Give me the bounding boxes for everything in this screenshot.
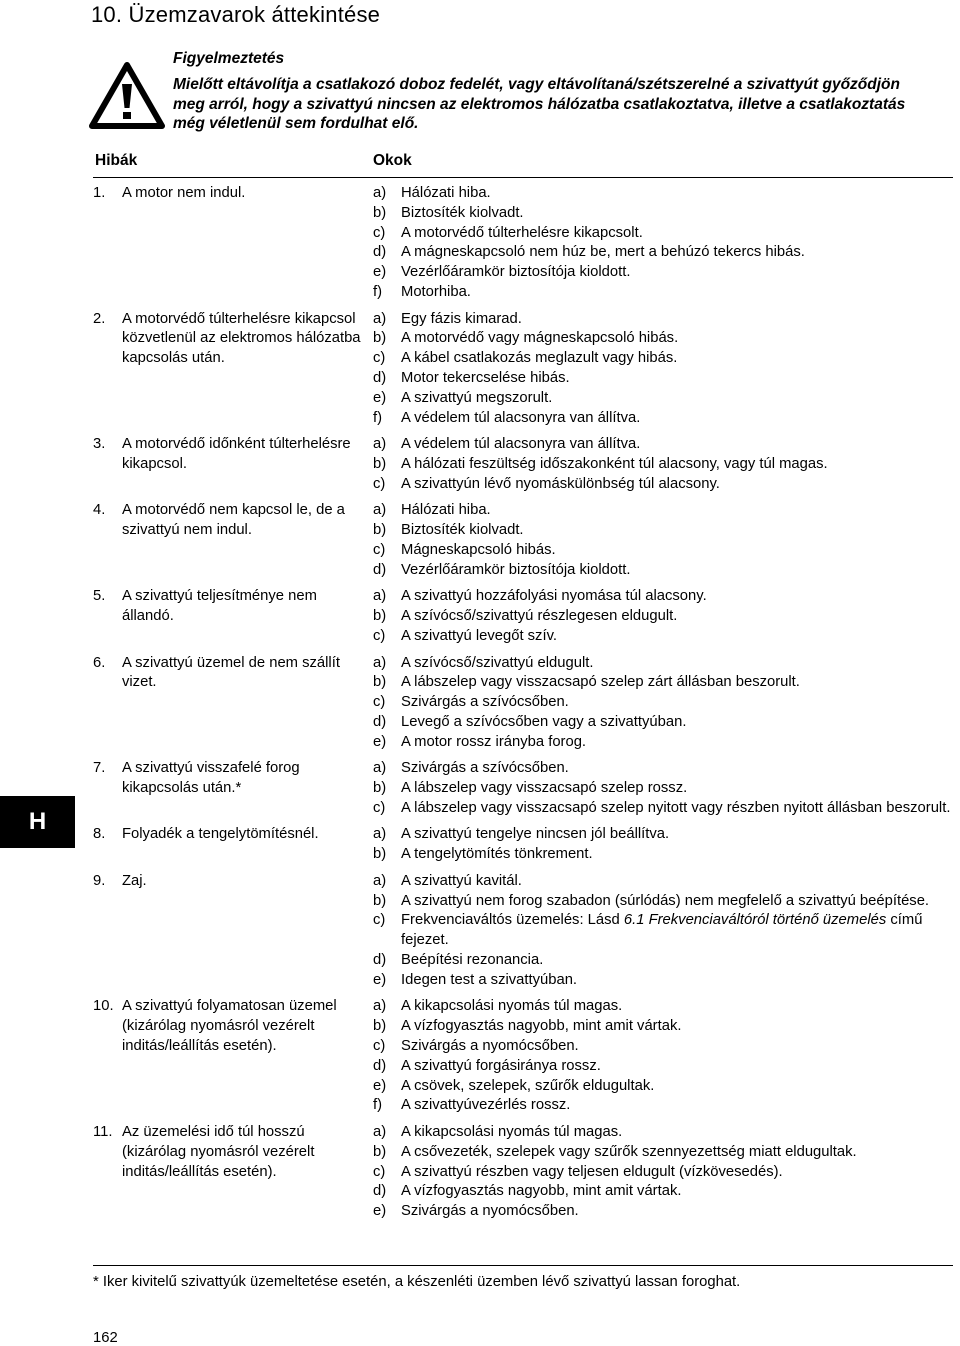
fault-text: A szivattyú visszafelé forog kikapcsolás után.* xyxy=(122,760,300,797)
cause-letter: f) xyxy=(373,409,383,426)
cause-letter: c) xyxy=(373,475,386,492)
fault-row xyxy=(93,872,953,991)
fault-description xyxy=(93,435,373,494)
cause-text xyxy=(401,263,953,283)
cause-letter: b) xyxy=(373,522,387,539)
cause-text xyxy=(401,349,953,369)
cause-item xyxy=(373,184,953,204)
cause-text-main: Idegen test a szivattyúban. xyxy=(401,971,578,988)
cause-text-main: Motor tekercselése hibás. xyxy=(401,369,570,386)
cause-text xyxy=(401,997,953,1017)
cause-letter: d) xyxy=(373,713,387,730)
cause-text xyxy=(401,1143,953,1163)
cause-item xyxy=(373,1123,953,1143)
cause-letter: c) xyxy=(373,627,386,644)
cause-item xyxy=(373,475,953,495)
cause-letter: d) xyxy=(373,952,387,969)
cause-item xyxy=(373,1017,953,1037)
cause-letter: c) xyxy=(373,224,386,241)
cause-text-main: A motorvédő túlterhelésre kikapcsolt. xyxy=(401,224,643,241)
cause-letter: a) xyxy=(373,760,387,777)
cause-list xyxy=(373,654,953,753)
cause-letter: a) xyxy=(373,826,387,843)
cause-text xyxy=(401,627,953,647)
cause-text-main: Egy fázis kimarad. xyxy=(401,310,522,327)
cause-letter: c) xyxy=(373,350,386,367)
fault-row xyxy=(93,501,953,580)
cause-letter: a) xyxy=(373,436,387,453)
footnote: * Iker kivitelű szivattyúk üzemeltetése esetén, a készenléti üzemben lévő szivattyú lassan foroghat. xyxy=(93,1274,741,1290)
cause-text xyxy=(401,435,953,455)
cause-text-main: A szivattyú megszorult. xyxy=(401,389,553,406)
fault-row xyxy=(93,184,953,303)
fault-row xyxy=(93,435,953,494)
cause-letter: c) xyxy=(373,694,386,711)
cause-letter: a) xyxy=(373,310,387,327)
cause-letter: a) xyxy=(373,1124,387,1141)
cause-text-main: A kábel csatlakozás meglazult vagy hibás. xyxy=(401,350,678,367)
fault-number: 8. xyxy=(93,826,106,843)
cause-item xyxy=(373,713,953,733)
cause-letter: a) xyxy=(373,588,387,605)
cause-text xyxy=(401,184,953,204)
fault-number: 3. xyxy=(93,436,106,453)
fault-number: 5. xyxy=(93,588,106,605)
cause-letter: e) xyxy=(373,389,387,406)
cause-text-main: A mágneskapcsoló nem húz be, mert a behúzó tekercs hibás. xyxy=(401,244,805,261)
cause-item xyxy=(373,951,953,971)
cause-text-main: A kikapcsolási nyomás túl magas. xyxy=(401,998,623,1015)
cause-text-main: Szivárgás a szívócsőben. xyxy=(401,760,569,777)
cause-text-main: A lábszelep vagy visszacsapó szelep nyitott vagy részben nyitott állásban beszorult. xyxy=(401,799,951,816)
cause-item xyxy=(373,521,953,541)
cause-item xyxy=(373,759,953,779)
cause-text-main: A szivattyú tengelye nincsen jól beállítva. xyxy=(401,826,670,843)
cause-text xyxy=(401,607,953,627)
cause-item xyxy=(373,455,953,475)
cause-text-main: A vízfogyasztás nagyobb, mint amit vártak. xyxy=(401,1183,682,1200)
cause-list xyxy=(373,310,953,429)
fault-text: A szivattyú teljesítménye nem állandó. xyxy=(122,588,317,625)
cause-letter: f) xyxy=(373,1097,383,1114)
cause-text xyxy=(401,799,953,819)
cause-list xyxy=(373,587,953,646)
cause-text-main: A szívócső/szivattyú eldugult. xyxy=(401,654,594,671)
cause-letter: d) xyxy=(373,561,387,578)
fault-description xyxy=(93,587,373,646)
cause-text-main: Szivárgás a nyomócsőben. xyxy=(401,1038,579,1055)
fault-text: A motorvédő nem kapcsol le, de a szivattyú nem indul. xyxy=(122,502,345,539)
cause-text-main: A motorvédő vagy mágneskapcsoló hibás. xyxy=(401,330,679,347)
cause-letter: b) xyxy=(373,674,387,691)
cause-text xyxy=(401,673,953,693)
cause-letter: a) xyxy=(373,654,387,671)
cause-letter: a) xyxy=(373,502,387,519)
fault-description xyxy=(93,184,373,303)
cause-letter: f) xyxy=(373,283,383,300)
cause-text xyxy=(401,329,953,349)
cause-text-main: A lábszelep vagy visszacsapó szelep zárt állásban beszorult. xyxy=(401,674,800,691)
cause-item xyxy=(373,693,953,713)
cause-letter: a) xyxy=(373,185,387,201)
cause-letter: b) xyxy=(373,1143,387,1160)
cause-text-main: A szivattyúvezérlés rossz. xyxy=(401,1097,571,1114)
fault-text: A szivattyú folyamatosan üzemel (kizárólag nyomásról vezérelt inditás/leállítás esetén). xyxy=(122,998,337,1055)
cause-item xyxy=(373,409,953,429)
page-title: 10. Üzemzavarok áttekintése xyxy=(91,2,381,27)
language-tab: H xyxy=(0,796,75,848)
cause-text xyxy=(401,369,953,389)
cause-text xyxy=(401,1123,953,1143)
cause-text-main: A szivattyú hozzáfolyási nyomása túl alacsony. xyxy=(401,588,707,605)
cause-item xyxy=(373,1037,953,1057)
cause-letter: c) xyxy=(373,541,386,558)
cause-item xyxy=(373,1096,953,1116)
cause-text-main: A tengelytömítés tönkrement. xyxy=(401,846,593,863)
cause-text-main: Szivárgás a szívócsőben. xyxy=(401,694,569,711)
fault-description xyxy=(93,310,373,429)
cause-letter: c) xyxy=(373,1038,386,1055)
cause-text-main: A szivattyú kavitál. xyxy=(401,872,522,889)
cause-letter: a) xyxy=(373,872,387,889)
cause-item xyxy=(373,825,953,845)
cause-item xyxy=(373,799,953,819)
cause-text-main: A szivattyú levegőt szív. xyxy=(401,627,557,644)
cause-text xyxy=(401,521,953,541)
fault-table xyxy=(93,184,953,1229)
cause-text xyxy=(401,1202,953,1222)
cause-item xyxy=(373,349,953,369)
cause-letter: e) xyxy=(373,264,387,281)
cause-letter: b) xyxy=(373,1018,387,1035)
fault-text: A motorvédő túlterhelésre kikapcsol közvetlenül az elektromos hálózatba kapcsolás után. xyxy=(122,310,361,367)
table-header xyxy=(0,152,960,174)
cause-letter: e) xyxy=(373,971,387,988)
cause-item xyxy=(373,310,953,330)
cause-letter: c) xyxy=(373,1163,386,1180)
cause-text-main: Biztosíték kiolvadt. xyxy=(401,522,524,539)
cause-text xyxy=(401,845,953,865)
fault-number: 11. xyxy=(93,1124,113,1141)
cause-text xyxy=(401,389,953,409)
cause-item xyxy=(373,911,953,951)
cause-text-main: Mágneskapcsoló hibás. xyxy=(401,541,556,558)
faults-column-header: Hibák xyxy=(95,152,138,169)
cause-item xyxy=(373,779,953,799)
cause-item xyxy=(373,587,953,607)
cause-letter: b) xyxy=(373,780,387,797)
cause-item xyxy=(373,501,953,521)
fault-text: A motorvédő időnként túlterhelésre kikapcsol. xyxy=(122,436,351,472)
cause-letter: c) xyxy=(373,799,386,816)
cause-letter: b) xyxy=(373,892,387,909)
cause-item xyxy=(373,1182,953,1202)
cause-text-main: Vezérlőáramkör biztosítója kioldott. xyxy=(401,264,631,281)
cause-text-main: A csövek, szelepek, szűrők eldugultak. xyxy=(401,1077,655,1094)
cause-item xyxy=(373,204,953,224)
cause-text xyxy=(401,693,953,713)
cause-text-main: A szívócső/szivattyú részlegesen eldugult. xyxy=(401,608,678,625)
cause-text-main: A motor rossz irányba forog. xyxy=(401,733,587,750)
cause-list xyxy=(373,435,953,494)
cause-letter: c) xyxy=(373,912,386,929)
cause-text-main: A szivattyú forgásiránya rossz. xyxy=(401,1057,601,1074)
cause-text xyxy=(401,587,953,607)
cause-item xyxy=(373,892,953,912)
page-number: 162 xyxy=(93,1330,118,1346)
cause-item xyxy=(373,1077,953,1097)
cause-list xyxy=(373,759,953,818)
cause-item xyxy=(373,845,953,865)
cause-text xyxy=(401,409,953,429)
cause-text xyxy=(401,1037,953,1057)
cause-text xyxy=(401,204,953,224)
cause-item xyxy=(373,283,953,303)
cause-letter: e) xyxy=(373,1077,387,1094)
cause-item xyxy=(373,435,953,455)
header-divider xyxy=(93,177,953,178)
cause-text xyxy=(401,759,953,779)
fault-number: 2. xyxy=(93,310,106,327)
fault-description xyxy=(93,501,373,580)
fault-row xyxy=(93,759,953,818)
fault-text: A szivattyú üzemel de nem szállít vizet. xyxy=(122,654,340,691)
causes-column-header: Okok xyxy=(373,152,412,169)
cause-text-main: A szivattyú nem forog szabadon (súrlódás) nem megfelelő a szivattyú beépítése. xyxy=(401,892,930,909)
cause-text xyxy=(401,243,953,263)
cause-letter: d) xyxy=(373,369,387,386)
cause-item xyxy=(373,1163,953,1183)
fault-number: 7. xyxy=(93,760,106,777)
cause-item xyxy=(373,654,953,674)
fault-number: 10. xyxy=(93,998,114,1015)
warning-text: Mielőtt eltávolítja a csatlakozó doboz fedelét, vagy eltávolítaná/szétszerelné a szivattyút győződjön meg arról, hogy a szivattyú nincsen az elektromos hálózatba csatlakoztatva, illetve a csatlakoztatás még véletlenül sem fordulhat elő. xyxy=(173,76,906,132)
cause-item xyxy=(373,1057,953,1077)
fault-row xyxy=(93,654,953,753)
cause-text-main: A védelem túl alacsonyra van állítva. xyxy=(401,436,641,453)
cause-item xyxy=(373,971,953,991)
cause-item xyxy=(373,872,953,892)
cause-list xyxy=(373,1123,953,1222)
fault-number: 1. xyxy=(93,185,106,201)
fault-row xyxy=(93,825,953,865)
fault-text: A motor nem indul. xyxy=(122,185,246,201)
cause-text xyxy=(401,224,953,244)
cause-text xyxy=(401,310,953,330)
cause-letter: d) xyxy=(373,244,387,261)
cause-text-main: Hálózati hiba. xyxy=(401,185,491,201)
fault-row xyxy=(93,587,953,646)
cause-text xyxy=(401,892,953,912)
cause-text-main: Vezérlőáramkör biztosítója kioldott. xyxy=(401,561,631,578)
fault-row xyxy=(93,310,953,429)
cause-list xyxy=(373,872,953,991)
cause-list xyxy=(373,997,953,1116)
cause-text xyxy=(401,1163,953,1183)
cause-letter: b) xyxy=(373,330,387,347)
fault-row xyxy=(93,1123,953,1222)
cause-item xyxy=(373,389,953,409)
cause-item xyxy=(373,1143,953,1163)
cause-text xyxy=(401,541,953,561)
cause-text-main: A védelem túl alacsonyra van állítva. xyxy=(401,409,641,426)
cause-text xyxy=(401,872,953,892)
fault-number: 6. xyxy=(93,654,106,671)
cause-text xyxy=(401,733,953,753)
fault-row xyxy=(93,997,953,1116)
cause-letter: b) xyxy=(373,608,387,625)
fault-text: Az üzemelési idő túl hosszú (kizárólag nyomásról vezérelt inditás/leállítás esetén). xyxy=(122,1124,315,1180)
cause-text-main: Levegő a szívócsőben vagy a szivattyúban. xyxy=(401,713,687,730)
fault-description xyxy=(93,997,373,1116)
cause-text xyxy=(401,1017,953,1037)
cause-text-main: A szivattyún lévő nyomáskülönbség túl alacsony. xyxy=(401,475,720,492)
cause-item xyxy=(373,607,953,627)
cause-letter: b) xyxy=(373,204,387,221)
cause-text xyxy=(401,475,953,495)
footnote-divider xyxy=(93,1265,953,1266)
cause-list xyxy=(373,825,953,865)
cause-list xyxy=(373,501,953,580)
fault-text: Folyadék a tengelytömítésnél. xyxy=(122,826,319,843)
cause-text xyxy=(401,561,953,581)
cause-text-main: Beépítési rezonancia. xyxy=(401,952,544,969)
warning-heading: Figyelmeztetés xyxy=(173,50,285,67)
cause-text xyxy=(401,283,953,303)
cause-item xyxy=(373,263,953,283)
cause-text xyxy=(401,779,953,799)
cause-text xyxy=(401,1182,953,1202)
cause-letter: d) xyxy=(373,1057,387,1074)
fault-description xyxy=(93,825,373,865)
cause-text xyxy=(401,911,953,951)
cause-text-main: A szivattyú részben vagy teljesen eldugult (vízkövesedés). xyxy=(401,1163,783,1180)
cause-text xyxy=(401,971,953,991)
cause-text-main: A vízfogyasztás nagyobb, mint amit vártak. xyxy=(401,1018,682,1035)
cause-item xyxy=(373,673,953,693)
fault-description xyxy=(93,1123,373,1222)
cause-letter: e) xyxy=(373,733,387,750)
warning-triangle-icon xyxy=(89,62,165,130)
cause-text-main: Hálózati hiba. xyxy=(401,502,491,519)
cause-text-main: Biztosíték kiolvadt. xyxy=(401,204,524,221)
cause-text xyxy=(401,825,953,845)
fault-description xyxy=(93,654,373,753)
fault-description xyxy=(93,759,373,818)
fault-text: Zaj. xyxy=(122,872,147,889)
cause-item xyxy=(373,369,953,389)
cause-text xyxy=(401,654,953,674)
cause-text xyxy=(401,1057,953,1077)
cause-letter: e) xyxy=(373,1203,387,1220)
cause-text xyxy=(401,1096,953,1116)
cause-list xyxy=(373,184,953,303)
cause-text-main: Szivárgás a nyomócsőben. xyxy=(401,1203,579,1220)
cause-text-main: Frekvenciaváltós üzemelés: Lásd xyxy=(401,912,624,929)
cause-letter: b) xyxy=(373,846,387,863)
cause-text-main: A csővezeték, szelepek vagy szűrők szennyezettség miatt eldugultak. xyxy=(401,1143,857,1160)
cause-item xyxy=(373,997,953,1017)
cause-item xyxy=(373,541,953,561)
cause-text-main: A kikapcsolási nyomás túl magas. xyxy=(401,1124,623,1141)
cause-text-suffix: című fejezet. xyxy=(401,912,923,949)
fault-description xyxy=(93,872,373,991)
cause-text-main: A hálózati feszültség időszakonként túl alacsony, vagy túl magas. xyxy=(401,455,828,472)
cause-text xyxy=(401,455,953,475)
cause-text xyxy=(401,713,953,733)
cause-item xyxy=(373,1202,953,1222)
cause-text-main: A lábszelep vagy visszacsapó szelep rossz. xyxy=(401,780,688,797)
cause-item xyxy=(373,243,953,263)
fault-number: 4. xyxy=(93,502,106,519)
cause-text xyxy=(401,951,953,971)
cause-letter: a) xyxy=(373,998,387,1015)
cause-letter: b) xyxy=(373,455,387,472)
cause-item xyxy=(373,329,953,349)
cause-item xyxy=(373,224,953,244)
cause-text xyxy=(401,501,953,521)
fault-number: 9. xyxy=(93,872,106,889)
cause-text-reference: 6.1 Frekvenciaváltóról történő üzemelés xyxy=(623,912,887,929)
cause-item xyxy=(373,627,953,647)
cause-item xyxy=(373,733,953,753)
cause-item xyxy=(373,561,953,581)
cause-text-main: Motorhiba. xyxy=(401,283,471,300)
cause-letter: d) xyxy=(373,1183,387,1200)
cause-text xyxy=(401,1077,953,1097)
